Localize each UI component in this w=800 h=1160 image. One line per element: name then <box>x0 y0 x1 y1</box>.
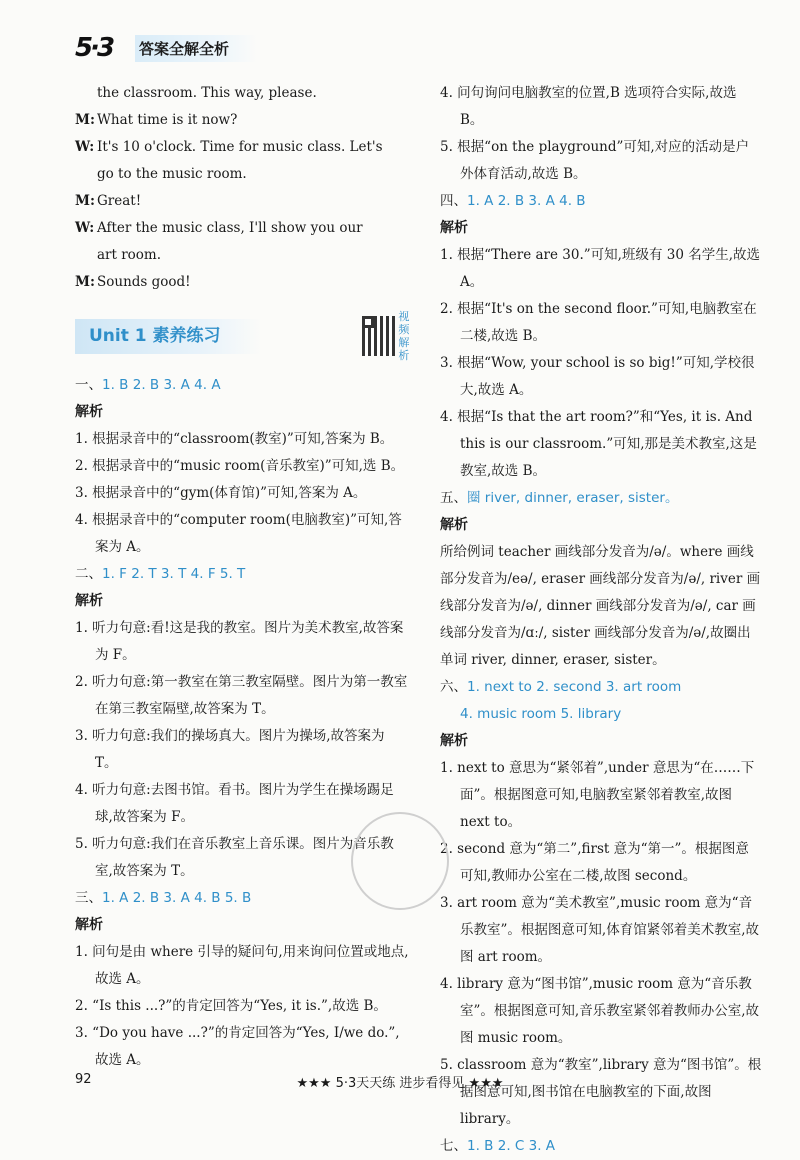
jiexi-heading: 解析 <box>440 517 468 533</box>
explanation-item: 1. 根据“There are 30.”可知,班级有 30 名学生,故选 A。 <box>440 247 760 290</box>
section-2-answers <box>75 561 410 588</box>
speaker-label: M: <box>75 193 95 209</box>
section-5-note: 所给例词 teacher 画线部分发音为/ə/。where 画线部分发音为/eə/, eraser 画线部分发音为/ə/, river 画线部分发音为/ə/, dinner 画线部分发音为/ə/, car 画线部分发音为/ɑː/, sister 画线部分发音为/ə/,故圈出单词 river, dinner, eraser, sister。 <box>440 544 761 668</box>
explanation-item: 2. second 意为“第二”,first 意为“第一”。根据图意可知,教师办公室在二楼,故图 second。 <box>440 841 749 884</box>
qr-code[interactable] <box>362 312 410 360</box>
speaker-label: M: <box>75 112 95 128</box>
dialogue-line <box>75 80 410 107</box>
dialogue-line <box>75 161 410 188</box>
dialogue-text: Great! <box>97 193 142 209</box>
qr-label: 视频解析 <box>398 310 410 362</box>
speaker-label <box>75 242 97 269</box>
speaker-label <box>75 161 97 188</box>
left-column <box>75 80 410 1074</box>
explanation-item: 4. 听力句意:去图书馆。看书。图片为学生在操场踢足球,故答案为 F。 <box>75 782 394 825</box>
section-head: 四、 <box>440 193 467 209</box>
section-head: 六、 <box>440 679 467 695</box>
jiexi-heading: 解析 <box>440 733 468 749</box>
jiexi-heading: 解析 <box>440 220 468 236</box>
section-4-answers <box>440 188 762 215</box>
speaker-label: W: <box>75 139 95 155</box>
dialogue-text: Sounds good! <box>97 274 191 290</box>
explanation-item: 5. 听力句意:我们在音乐教室上音乐课。图片为音乐教室,故答案为 T。 <box>75 836 394 879</box>
dialogue-line <box>75 242 410 269</box>
footer-slogan: ★★★ 5·3天天练 进步看得见 ★★★ <box>296 1076 504 1091</box>
section-head: 一、 <box>75 377 102 393</box>
dialogue-text: art room. <box>97 247 162 263</box>
answer-list: 1. B 2. B 3. A 4. A <box>102 377 221 393</box>
watermark-seal-icon <box>330 806 470 916</box>
dialogue-line <box>75 188 410 215</box>
page-number: 92 <box>75 1072 92 1087</box>
section-7-answers <box>440 1133 762 1160</box>
explanation-item: 4. library 意为“图书馆”,music room 意为“音乐教室”。根据图意可知,音乐教室紧邻着教师办公室,故图 music room。 <box>440 976 759 1046</box>
explanation-item: 3. 根据“Wow, your school is so big!”可知,学校很大,故选 A。 <box>440 355 755 398</box>
explanation-item: 5. classroom 意为“教室”,library 意为“图书馆”。根据图意可知,图书馆在电脑教室的下面,故图 library。 <box>440 1057 762 1127</box>
qr-code-icon <box>362 316 395 356</box>
header-title: 答案全解全析 <box>135 35 257 62</box>
brand-logo: 5·3 <box>75 33 113 63</box>
dialogue-line <box>75 134 410 161</box>
answer-list: 1. B 2. C 3. A <box>467 1138 556 1154</box>
dialogue-text: What time is it now? <box>97 112 238 128</box>
explanation-item: 1. 听力句意:看!这是我的教室。图片为美术教室,故答案为 F。 <box>75 620 404 663</box>
section-1-notes <box>75 426 410 561</box>
explanation-item: 5. 根据“on the playground”可知,对应的活动是户外体育活动,故选 B。 <box>440 139 750 182</box>
explanation-item: 4. 问句询问电脑教室的位置,B 选项符合实际,故选 B。 <box>440 85 737 128</box>
dialogue-text: It's 10 o'clock. Time for music class. Let's <box>97 139 383 155</box>
answer-list: 1. A 2. B 3. A 4. B <box>467 193 586 209</box>
explanation-item: 3. art room 意为“美术教室”,music room 意为“音乐教室”。根据图意可知,体育馆紧邻着美术教室,故图 art room。 <box>440 895 759 965</box>
dialogue-line <box>75 215 410 242</box>
section-6-answers-cont: 4. music room 5. library <box>460 706 622 722</box>
section-head: 二、 <box>75 566 102 582</box>
jiexi-heading: 解析 <box>75 917 103 933</box>
explanation-item: 3. 根据录音中的“gym(体育馆)”可知,答案为 A。 <box>75 485 367 501</box>
dialogue-block <box>75 80 410 296</box>
section-5-answers <box>440 485 762 512</box>
section-3-notes <box>75 939 410 1074</box>
unit-title: Unit 1 素养练习 <box>75 319 261 354</box>
dialogue-text: the classroom. This way, please. <box>97 85 317 101</box>
speaker-label <box>75 80 97 107</box>
explanation-item: 1. next to 意思为“紧邻着”,under 意思为“在……下面”。根据图意可知,电脑教室紧邻着教室,故图 next to。 <box>440 760 755 830</box>
explanation-item: 4. 根据“Is that the art room?”和“Yes, it is. And this is our classroom.”可知,那是美术教室,这是教室,故选 B。 <box>440 409 757 479</box>
answer-list: 圈 river, dinner, eraser, sister。 <box>467 490 679 506</box>
jiexi-heading: 解析 <box>75 404 103 420</box>
explanation-item: 2. “Is this ...?”的肯定回答为“Yes, it is.”,故选 B。 <box>75 998 387 1014</box>
explanation-item: 2. 根据“It's on the second floor.”可知,电脑教室在二楼,故选 B。 <box>440 301 757 344</box>
dialogue-text: go to the music room. <box>97 166 247 182</box>
section-4-notes <box>440 242 762 485</box>
right-column <box>440 80 762 1160</box>
explanation-item: 1. 问句是由 where 引导的疑问句,用来询问位置或地点,故选 A。 <box>75 944 409 987</box>
dialogue-line <box>75 107 410 134</box>
section-6-answers <box>440 674 762 701</box>
section-head: 七、 <box>440 1138 467 1154</box>
unit-banner <box>75 312 410 360</box>
section-1-answers <box>75 372 410 399</box>
dialogue-line <box>75 269 410 296</box>
explanation-item: 4. 根据录音中的“computer room(电脑教室)”可知,答案为 A。 <box>75 512 402 555</box>
explanation-item: 2. 听力句意:第一教室在第三教室隔壁。图片为第一教室在第三教室隔壁,故答案为 T。 <box>75 674 408 717</box>
answer-list: 1. A 2. B 3. A 4. B 5. B <box>102 890 252 906</box>
explanation-item: 3. “Do you have ...?”的肯定回答为“Yes, I/we do.”,故选 A。 <box>75 1025 400 1068</box>
page-header <box>75 28 257 68</box>
answer-list: 1. F 2. T 3. T 4. F 5. T <box>102 566 246 582</box>
section-head: 三、 <box>75 890 102 906</box>
answer-list: 1. next to 2. second 3. art room <box>467 679 682 695</box>
continued-notes <box>440 80 762 188</box>
dialogue-text: After the music class, I'll show you our <box>97 220 363 236</box>
watermark-stamp <box>330 806 470 916</box>
explanation-item: 1. 根据录音中的“classroom(教室)”可知,答案为 B。 <box>75 431 394 447</box>
explanation-item: 3. 听力句意:我们的操场真大。图片为操场,故答案为 T。 <box>75 728 385 771</box>
speaker-label: M: <box>75 274 95 290</box>
explanation-item: 2. 根据录音中的“music room(音乐教室)”可知,选 B。 <box>75 458 405 474</box>
jiexi-heading: 解析 <box>75 593 103 609</box>
speaker-label: W: <box>75 220 95 236</box>
section-head: 五、 <box>440 490 467 506</box>
